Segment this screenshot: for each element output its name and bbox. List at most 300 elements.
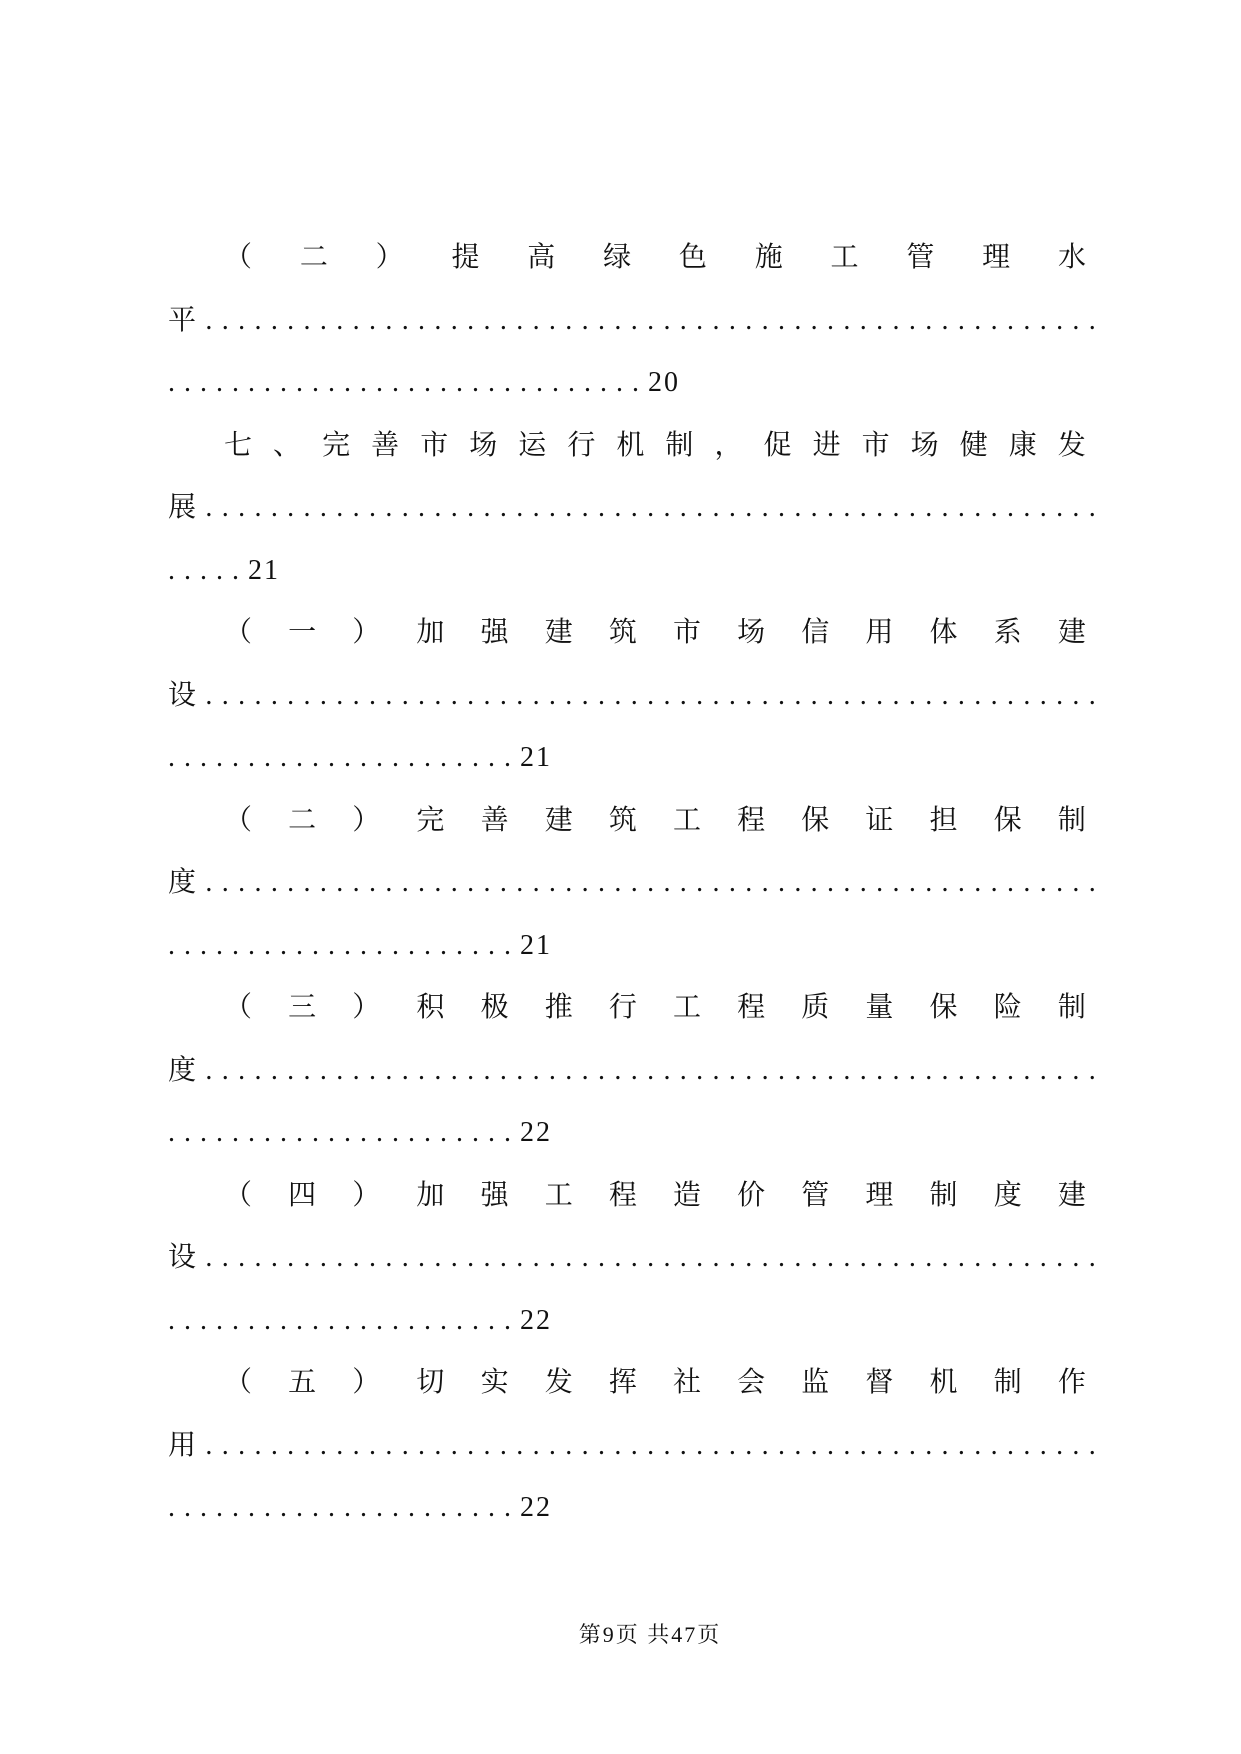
leader-dot: . [336, 679, 344, 711]
leader-dot: . [1056, 1242, 1064, 1273]
leader-dot: . [712, 1429, 720, 1461]
leader-dot: . [312, 1492, 319, 1523]
toc-character: 市 [420, 429, 449, 461]
toc-character: 程 [737, 804, 766, 836]
leader-dot: . [941, 492, 949, 523]
toc-heading [224, 789, 1086, 852]
leader-dot: . [663, 1054, 671, 1086]
leader-dot: . [532, 304, 540, 336]
leader-dot: . [184, 554, 191, 586]
leader-dot: . [532, 1242, 540, 1273]
leader-dot: . [1088, 1054, 1096, 1086]
leader-dot: . [892, 867, 900, 898]
leader-dot: . [859, 867, 867, 898]
leader-dot: . [548, 1429, 556, 1461]
leader-dot: . [287, 1429, 295, 1461]
leader-dot: . [745, 679, 753, 711]
leader-dot: . [565, 492, 573, 523]
leader-dot: . [483, 492, 491, 523]
toc-heading [224, 1164, 1086, 1227]
leader-dot: . [264, 929, 271, 961]
leader-dot: . [385, 304, 393, 336]
leader-dot: . [647, 492, 655, 523]
leader-dot: . [630, 1429, 638, 1461]
toc-character: （ [224, 804, 253, 836]
leader-dot: . [418, 1242, 426, 1273]
leader-dot: . [483, 867, 491, 898]
leader-dot: . [532, 867, 540, 898]
leader-dot: . [376, 367, 383, 398]
leader-dot: . [440, 742, 447, 773]
leader-dot: . [472, 742, 479, 773]
leader-dot: . [892, 1429, 900, 1461]
leader-dot: . [532, 1429, 540, 1461]
leader-dot: . [957, 492, 965, 523]
leader-dot: . [248, 929, 255, 961]
toc-character: 、 [273, 429, 302, 461]
leader-dot: . [440, 1117, 447, 1148]
toc-heading [224, 414, 1086, 477]
leader-dot: . [328, 367, 335, 398]
leader-dot: . [368, 1429, 376, 1461]
leader-dot: . [221, 492, 229, 523]
leader-dot: . [221, 1429, 229, 1461]
leader-dot: . [630, 679, 638, 711]
leader-dot: . [1006, 1429, 1014, 1461]
leader-dot: . [908, 304, 916, 336]
leader-dot: . [352, 1429, 360, 1461]
leader-dot: . [232, 1117, 239, 1148]
leader-dot: . [408, 367, 415, 398]
leader-dot: . [581, 1242, 589, 1273]
leader-dot: . [418, 1054, 426, 1086]
leader-dot: . [319, 304, 327, 336]
leader-dot: . [548, 492, 556, 523]
toc-character: 理 [982, 242, 1011, 273]
toc-character: 七 [224, 429, 253, 461]
leader-dot: . [483, 1054, 491, 1086]
leader-dot: . [467, 867, 475, 898]
leader-dot: . [728, 1429, 736, 1461]
toc-character: 2 [520, 1304, 534, 1336]
leader-dot: . [679, 1429, 687, 1461]
leader-dot: . [663, 304, 671, 336]
leader-dot: . [184, 1304, 191, 1336]
leader-dot: . [745, 492, 753, 523]
leader-dot: . [287, 492, 295, 523]
leader-dot: . [408, 1304, 415, 1336]
leader-dot: . [248, 1117, 255, 1148]
leader-dot: . [303, 304, 311, 336]
leader-dot: . [168, 742, 175, 773]
toc-character: 2 [536, 1117, 550, 1148]
leader-dot: . [280, 929, 287, 961]
toc-character: 保 [993, 804, 1022, 836]
leader-dot: . [548, 1054, 556, 1086]
leader-dot: . [679, 492, 687, 523]
leader-dot: . [1088, 1242, 1096, 1273]
leader-dot: . [472, 929, 479, 961]
toc-character: 2 [536, 1492, 550, 1523]
leader-dot: . [957, 1242, 965, 1273]
leader-dot: . [328, 1492, 335, 1523]
leader-dot: . [565, 679, 573, 711]
leader-dot: . [565, 1242, 573, 1273]
toc-character: 积 [416, 992, 445, 1023]
leader-dot: . [200, 1304, 207, 1336]
leader-dot: . [581, 867, 589, 898]
leader-dot: . [565, 1429, 573, 1461]
leader-dot: . [794, 304, 802, 336]
leader-dot: . [499, 304, 507, 336]
leader-dot: . [336, 867, 344, 898]
toc-character: 建 [1057, 617, 1086, 648]
leader-dot: . [254, 304, 262, 336]
leader-dot: . [598, 679, 605, 711]
leader-dot: . [777, 679, 785, 711]
leader-dot: . [663, 1429, 671, 1461]
leader-dot: . [908, 492, 916, 523]
leader-dot: . [232, 554, 239, 586]
leader-dot: . [827, 867, 835, 898]
toc-character: 建 [544, 804, 573, 836]
leader-dot: . [216, 1117, 223, 1148]
leader-dot: . [296, 1117, 303, 1148]
leader-dot: . [843, 867, 851, 898]
toc-character: 工 [672, 992, 701, 1023]
leader-dot: . [827, 492, 835, 523]
leader-dot: . [216, 742, 223, 773]
leader-dot: . [296, 929, 303, 961]
leader-dot: . [908, 1242, 916, 1273]
leader-dot: . [440, 1492, 447, 1523]
leader-dot: . [472, 367, 479, 398]
leader-dot: . [499, 1242, 507, 1273]
leader-dot: . [532, 1054, 540, 1086]
leader-dot: . [488, 929, 495, 961]
leader-dot: . [184, 929, 191, 961]
leader-dot: . [408, 1492, 415, 1523]
leader-dot: . [908, 1054, 916, 1086]
leader-dot: . [254, 679, 262, 711]
leader-dot: . [859, 1242, 867, 1273]
leader-dot: . [483, 1429, 491, 1461]
leader-dot: . [843, 304, 851, 336]
leader-dot: . [536, 367, 543, 398]
toc-character: 会 [737, 1367, 766, 1398]
leader-dot: . [859, 304, 867, 336]
toc-character: 度 [993, 1179, 1022, 1211]
leader-dot: . [908, 1429, 916, 1461]
leader-dot: . [957, 304, 965, 336]
leader-dot: . [424, 1117, 431, 1148]
leader-dot: . [990, 492, 998, 523]
leader-dot: . [810, 1054, 818, 1086]
toc-character: 进 [812, 429, 841, 461]
toc-character: 发 [1057, 429, 1086, 461]
leader-dot: . [205, 492, 213, 523]
leader-dot: . [280, 742, 287, 773]
leader-dot: . [679, 867, 687, 898]
toc-character: 工 [830, 242, 859, 273]
toc-character: 监 [801, 1367, 830, 1398]
leader-dot: . [777, 1429, 785, 1461]
leader-dot: . [456, 1492, 463, 1523]
leader-dot: . [504, 367, 511, 398]
leader-dot: . [827, 1054, 835, 1086]
leader-dot: . [216, 1304, 223, 1336]
leader-dot: . [777, 304, 785, 336]
toc-character: 0 [664, 367, 678, 398]
leader-dot: . [614, 679, 622, 711]
leader-dot: . [794, 1242, 802, 1273]
leader-dot: . [1056, 1429, 1064, 1461]
toc-character: 推 [544, 992, 573, 1023]
leader-dot: . [200, 1492, 207, 1523]
leader-dot: . [794, 679, 802, 711]
leader-dot: . [184, 1492, 191, 1523]
leader-dot: . [532, 679, 540, 711]
leader-dot: . [221, 679, 229, 711]
leader-dot: . [483, 1242, 491, 1273]
leader-dot: . [1023, 492, 1031, 523]
toc-character: 制 [1057, 992, 1086, 1023]
leader-dot: . [745, 1054, 753, 1086]
leader-dot: . [312, 1304, 319, 1336]
leader-dot: . [385, 1054, 393, 1086]
toc-character: 提 [451, 242, 480, 273]
leader-dot: . [616, 367, 623, 398]
leader-dot: . [312, 367, 319, 398]
leader-dot: . [794, 867, 802, 898]
leader-dot: . [696, 1429, 704, 1461]
leader-dot: . [472, 1492, 479, 1523]
leader-dot: . [696, 679, 704, 711]
table-of-contents [168, 226, 1096, 1539]
toc-character: ） [352, 1367, 381, 1398]
leader-dot: . [319, 867, 327, 898]
leader-dot: . [376, 929, 383, 961]
leader-dot: . [434, 867, 442, 898]
leader-dot: . [876, 679, 884, 711]
leader-dot: . [548, 304, 556, 336]
leader-dot: . [712, 679, 720, 711]
leader-dot: . [344, 1492, 351, 1523]
leader-dot: . [200, 554, 207, 586]
toc-character: 保 [801, 804, 830, 836]
leader-dot: . [974, 1054, 982, 1086]
leader-dot: . [925, 679, 933, 711]
leader-dot: . [376, 1304, 383, 1336]
leader-dot: . [368, 867, 376, 898]
leader-dot: . [287, 679, 295, 711]
toc-heading [224, 976, 1086, 1039]
leader-dot: . [1023, 679, 1031, 711]
leader-dot: . [1088, 867, 1096, 898]
leader-dot: . [499, 1429, 507, 1461]
leader-dot: . [401, 304, 409, 336]
toc-character: ） [375, 242, 404, 273]
leader-dot: . [360, 1117, 367, 1148]
leader-dot: . [614, 1242, 622, 1273]
leader-dot: . [264, 1117, 271, 1148]
leader-dot: . [1039, 1242, 1047, 1273]
leader-dot: . [761, 492, 769, 523]
leader-dot: . [392, 929, 399, 961]
leader-dot: . [392, 1304, 399, 1336]
leader-dot: . [344, 742, 351, 773]
leader-dot: . [472, 1304, 479, 1336]
toc-character: 督 [865, 1367, 894, 1398]
leader-dot: . [908, 867, 916, 898]
leader-dot: . [761, 1242, 769, 1273]
toc-character: 设 [168, 679, 197, 711]
toc-character: 加 [416, 1179, 445, 1211]
leader-dot: . [1072, 679, 1080, 711]
leader-dot: . [385, 679, 393, 711]
leader-dot: . [504, 1492, 511, 1523]
leader-dot: . [264, 367, 271, 398]
leader-dot: . [440, 367, 447, 398]
leader-dot: . [248, 367, 255, 398]
leader-dot: . [270, 1242, 278, 1273]
leader-dot: . [328, 1304, 335, 1336]
toc-leader-line [168, 851, 1096, 914]
leader-dot: . [761, 679, 769, 711]
leader-dot: . [745, 1242, 753, 1273]
toc-character: 2 [520, 1117, 534, 1148]
toc-character: 筑 [608, 617, 637, 648]
leader-dot: . [843, 1429, 851, 1461]
leader-dot: . [450, 679, 458, 711]
leader-dot: . [303, 492, 311, 523]
toc-character: 制 [993, 1367, 1022, 1398]
leader-dot: . [352, 304, 360, 336]
leader-dot: . [205, 1242, 213, 1273]
toc-character: 善 [371, 429, 400, 461]
leader-dot: . [859, 1429, 867, 1461]
leader-dot: . [925, 1242, 933, 1273]
leader-dot: . [925, 304, 933, 336]
leader-dot: . [456, 742, 463, 773]
leader-dot: . [810, 679, 818, 711]
leader-dot: . [728, 1242, 736, 1273]
leader-dot: . [296, 1492, 303, 1523]
leader-dot: . [712, 304, 720, 336]
leader-dot: . [216, 554, 223, 586]
leader-dot: . [336, 1054, 344, 1086]
leader-dot: . [990, 679, 998, 711]
toc-character: 2 [520, 742, 534, 773]
leader-dot: . [216, 929, 223, 961]
leader-dot: . [632, 367, 639, 398]
leader-dot: . [827, 304, 835, 336]
leader-dot: . [483, 679, 491, 711]
leader-dot: . [368, 1054, 376, 1086]
leader-dot: . [516, 304, 524, 336]
leader-dot: . [565, 867, 573, 898]
leader-dot: . [696, 492, 704, 523]
toc-character: 施 [754, 242, 783, 273]
leader-dot: . [440, 1304, 447, 1336]
toc-entry [168, 1164, 1096, 1352]
leader-dot: . [1006, 492, 1014, 523]
leader-dot: . [319, 1242, 327, 1273]
leader-dot: . [990, 304, 998, 336]
leader-dot: . [598, 867, 605, 898]
leader-dot: . [1088, 492, 1096, 523]
leader-dot: . [565, 1054, 573, 1086]
leader-dot: . [328, 929, 335, 961]
toc-character: 体 [929, 617, 958, 648]
leader-dot: . [941, 1429, 949, 1461]
leader-dot: . [990, 1054, 998, 1086]
leader-dot: . [238, 679, 246, 711]
toc-character: 管 [801, 1179, 830, 1211]
toc-leader-line [168, 289, 1096, 352]
leader-dot: . [1039, 679, 1047, 711]
leader-dot: . [450, 1242, 458, 1273]
leader-dot: . [280, 367, 287, 398]
leader-dot: . [328, 1117, 335, 1148]
leader-dot: . [216, 1492, 223, 1523]
leader-dot: . [1088, 304, 1096, 336]
toc-character: 高 [527, 242, 556, 273]
leader-dot: . [548, 679, 556, 711]
leader-dot: . [434, 492, 442, 523]
leader-dot: . [472, 1117, 479, 1148]
toc-character: 场 [469, 429, 498, 461]
toc-character: 2 [248, 554, 262, 586]
leader-dot: . [312, 1117, 319, 1148]
toc-character: （ [224, 617, 253, 648]
leader-dot: . [974, 1429, 982, 1461]
leader-dot: . [1039, 492, 1047, 523]
leader-dot: . [221, 867, 229, 898]
leader-dot: . [424, 929, 431, 961]
leader-dot: . [1056, 867, 1064, 898]
leader-dot: . [843, 492, 851, 523]
leader-dot: . [168, 554, 175, 586]
leader-dot: . [424, 1304, 431, 1336]
toc-character: 2 [520, 1492, 534, 1523]
leader-dot: . [925, 1054, 933, 1086]
leader-dot: . [679, 304, 687, 336]
toc-character: 建 [1057, 1179, 1086, 1211]
leader-dot: . [1088, 1429, 1096, 1461]
leader-dot: . [552, 367, 559, 398]
leader-dot: . [352, 867, 360, 898]
leader-dot: . [1023, 1054, 1031, 1086]
leader-dot: . [827, 1242, 835, 1273]
leader-dot: . [1072, 1054, 1080, 1086]
leader-dot: . [392, 1492, 399, 1523]
leader-dot: . [238, 1242, 246, 1273]
leader-dot: . [216, 367, 223, 398]
leader-dot: . [892, 1054, 900, 1086]
toc-character: 健 [959, 429, 988, 461]
leader-dot: . [1056, 679, 1064, 711]
leader-dot: . [974, 492, 982, 523]
leader-dot: . [392, 742, 399, 773]
leader-dot: . [777, 867, 785, 898]
leader-dot: . [312, 929, 319, 961]
leader-dot: . [728, 679, 736, 711]
toc-character: 五 [288, 1367, 317, 1398]
leader-dot: . [728, 1054, 736, 1086]
leader-dot: . [876, 1429, 884, 1461]
leader-dot: . [581, 1429, 589, 1461]
